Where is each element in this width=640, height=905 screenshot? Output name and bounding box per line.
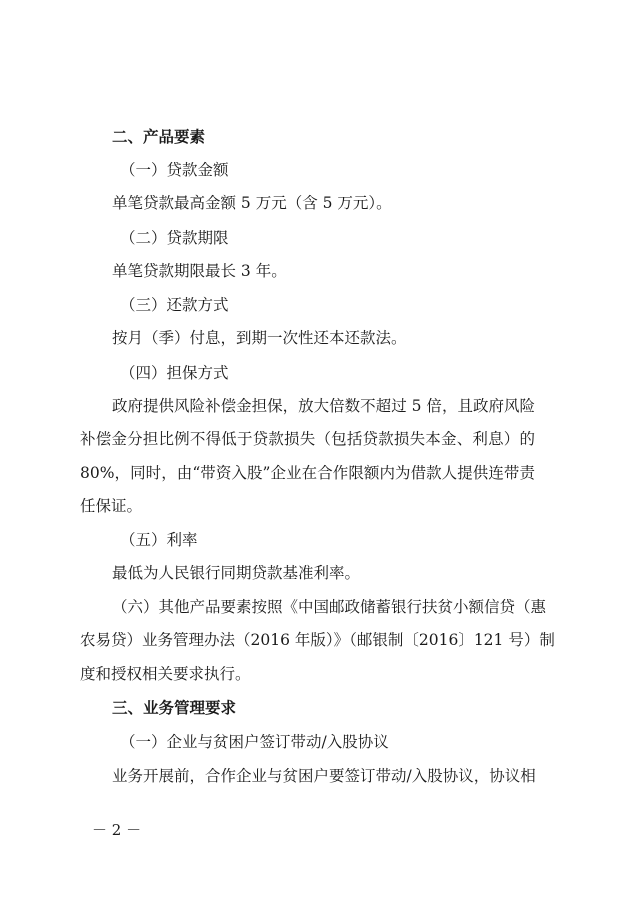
body-line: 单笔贷款期限最长 3 年。 (112, 262, 287, 280)
section-heading: 二、产品要素 (112, 128, 206, 146)
body-line: 按月（季）付息，到期一次性还本还款法。 (112, 329, 407, 347)
subsection-heading: （四）担保方式 (120, 364, 229, 382)
body-line: 单笔贷款最高金额 5 万元（含 5 万元）。 (112, 194, 392, 212)
body-line: 最低为人民银行同期贷款基准利率。 (112, 564, 361, 582)
body-line: 80%，同时，由“带资入股”企业在合作限额内为借款人提供连带责 (80, 464, 535, 482)
section-heading: 三、业务管理要求 (112, 699, 237, 717)
subsection-heading: （一）贷款金额 (120, 161, 229, 179)
body-line: 业务开展前，合作企业与贫困户要签订带动/入股协议，协议相 (112, 767, 536, 785)
page-number: － 2 － (92, 821, 142, 839)
subsection-heading: （五）利率 (120, 531, 198, 549)
body-line: （六）其他产品要素按照《中国邮政储蓄银行扶贫小额信贷（惠 (112, 598, 547, 616)
body-line: 度和授权相关要求执行。 (80, 665, 251, 683)
subsection-heading: （二）贷款期限 (120, 229, 229, 247)
subsection-heading: （一）企业与贫困户签订带动/入股协议 (120, 733, 389, 751)
body-line: 补偿金分担比例不得低于贷款损失（包括贷款损失本金、利息）的 (80, 430, 535, 448)
body-line: 任保证。 (80, 497, 143, 515)
body-line: 农易贷）业务管理办法（2016 年版）》（邮银制〔2016〕121 号）制 (80, 631, 555, 649)
body-line: 政府提供风险补偿金担保，放大倍数不超过 5 倍，且政府风险 (112, 397, 535, 415)
subsection-heading: （三）还款方式 (120, 296, 229, 314)
